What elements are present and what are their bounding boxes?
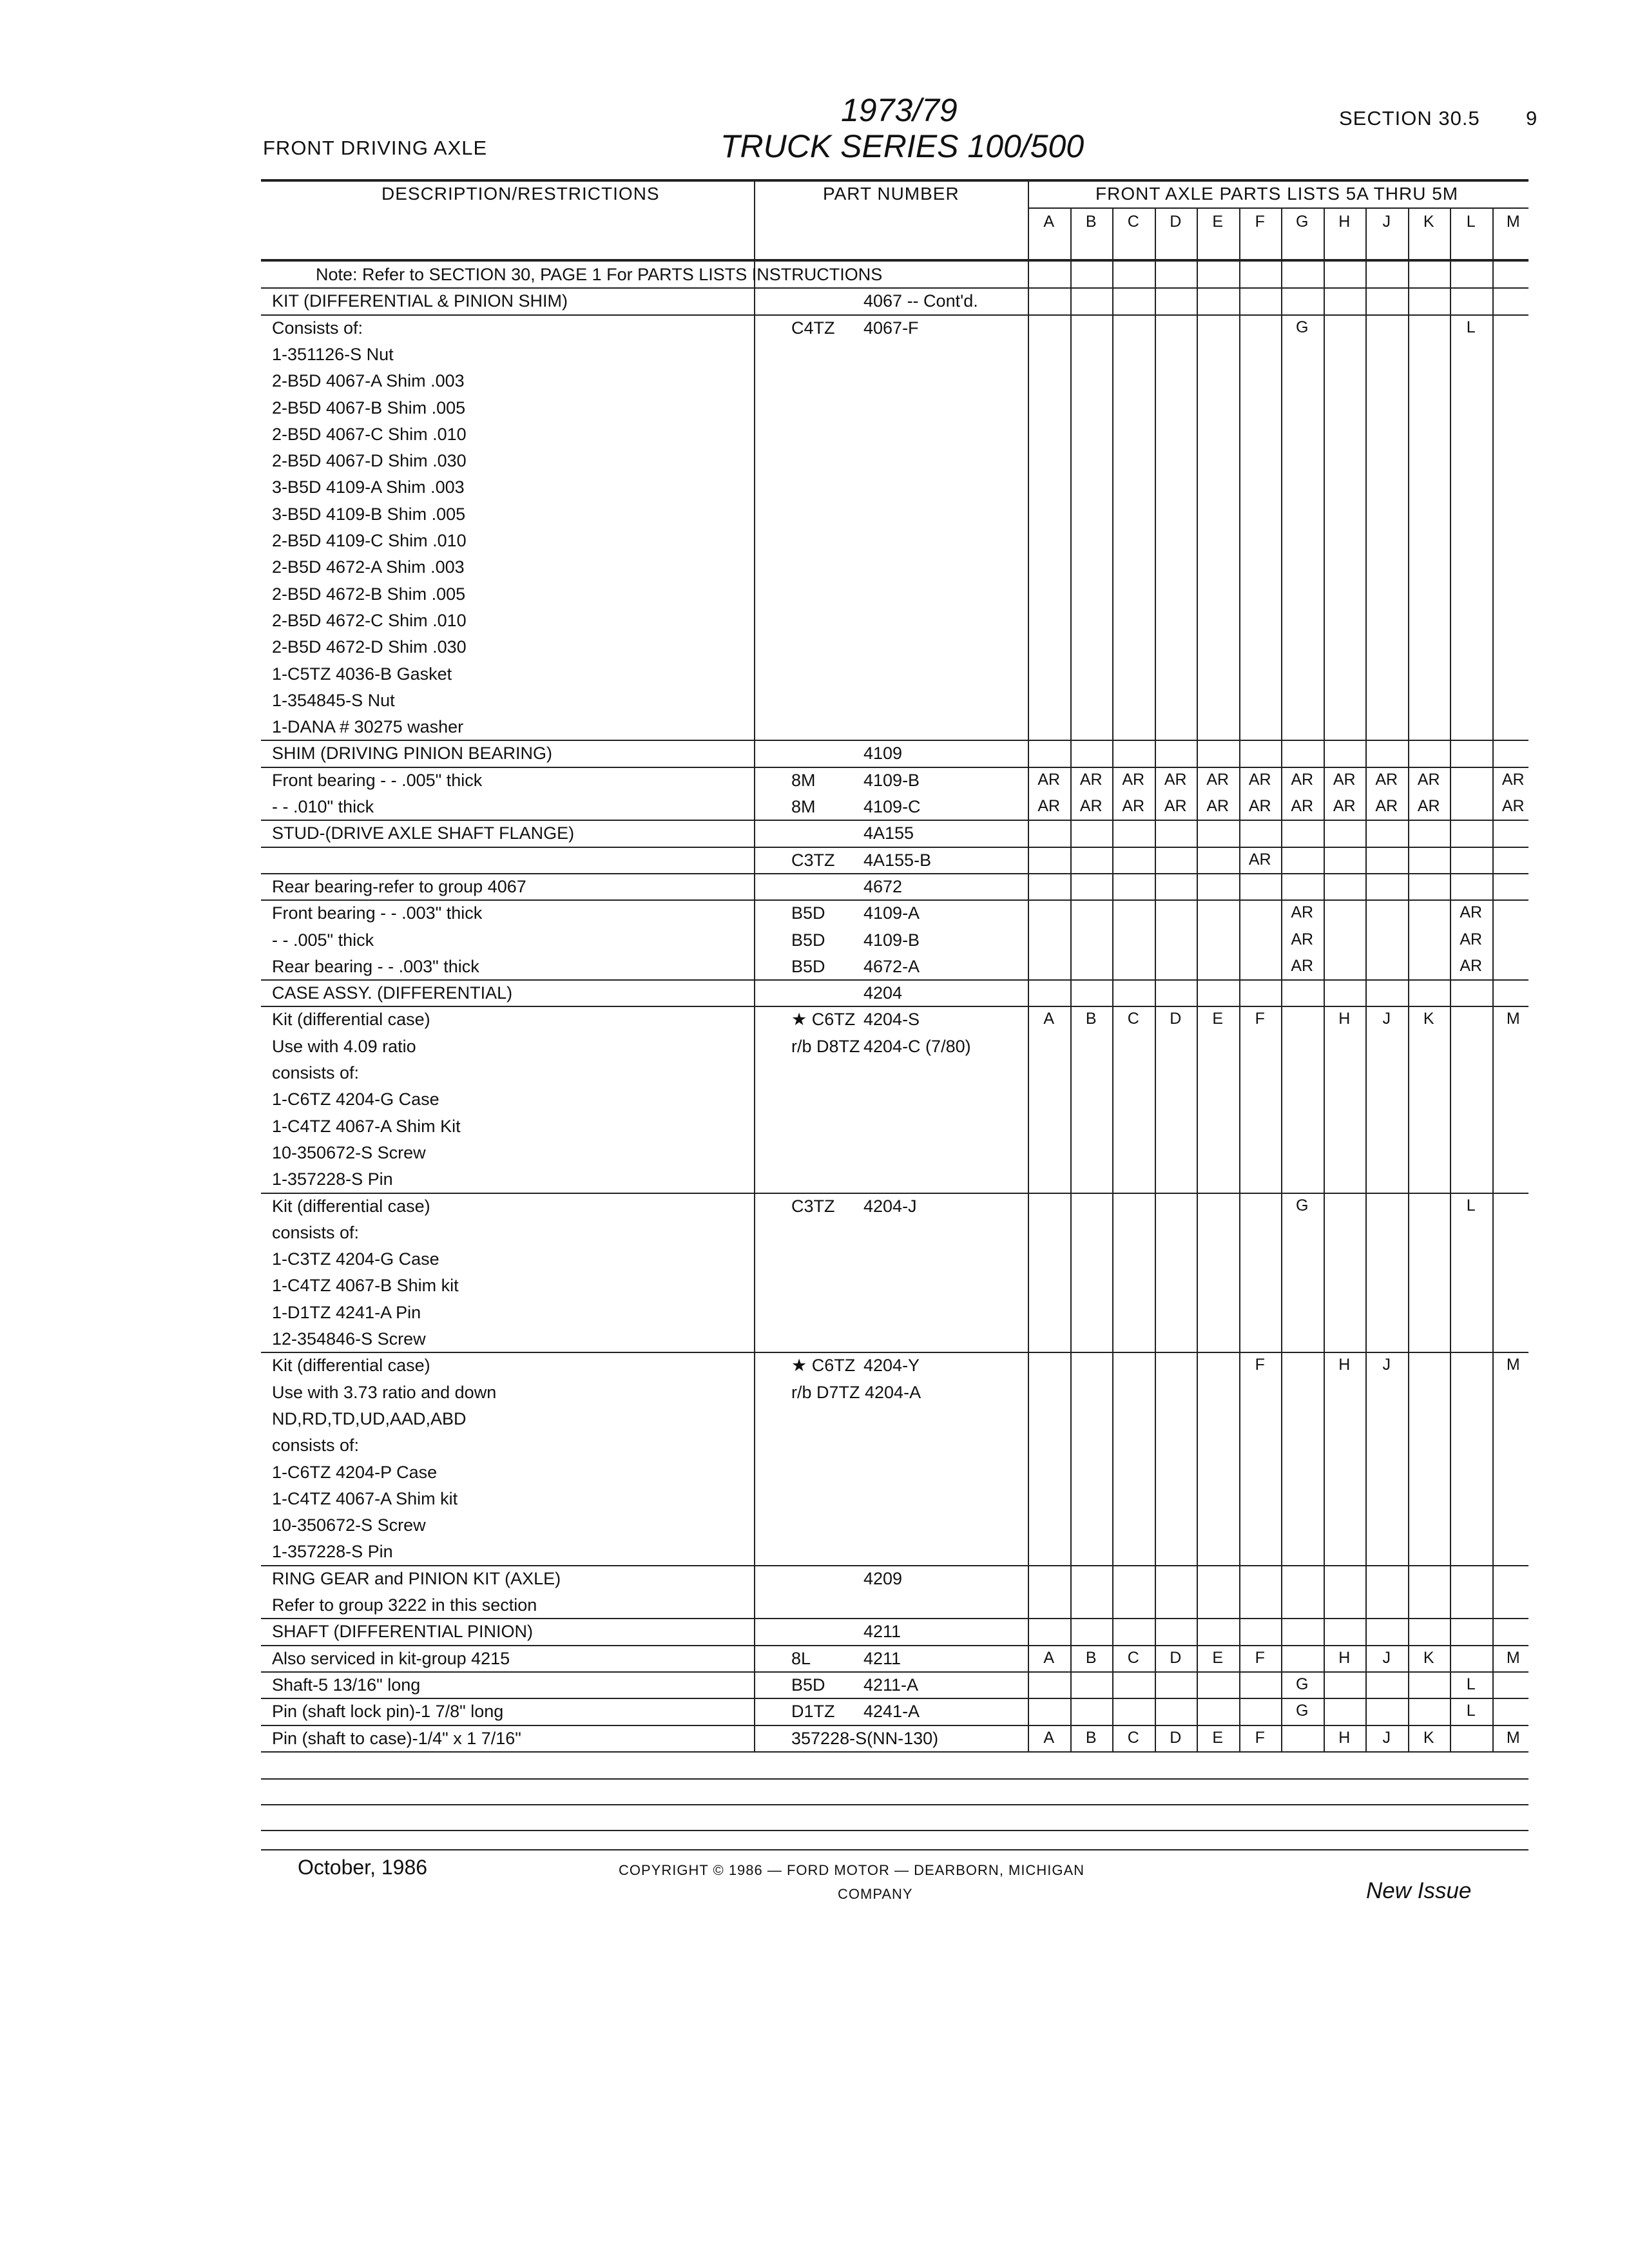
row-part-number: 4067-F [863, 318, 919, 338]
row-rule [261, 1698, 1528, 1699]
row-description: 1-D1TZ 4241-A Pin [272, 1302, 421, 1322]
row-part-prefix: r/b D7TZ 4204-A [791, 1382, 921, 1402]
applicability-k: AR [1417, 770, 1440, 789]
row-description: Kit (differential case) [272, 1010, 430, 1030]
row-rule [261, 820, 1528, 821]
row-part-number: 4211 [863, 1622, 901, 1642]
row-description: 1-351126-S Nut [272, 344, 394, 364]
row-description: Pin (shaft lock pin)-1 7/8" long [272, 1702, 504, 1722]
header-bottom-rule [261, 259, 1528, 262]
column-letter-l: L [1466, 213, 1476, 231]
row-part-prefix: C3TZ [791, 1196, 835, 1216]
row-rule [261, 1725, 1528, 1726]
row-description: consists of: [272, 1436, 360, 1456]
row-part-number: 4204-Y [863, 1356, 920, 1376]
applicability-d: D [1170, 1010, 1182, 1028]
row-part-prefix: r/b D8TZ [791, 1036, 860, 1056]
row-description: 1-C4TZ 4067-A Shim kit [272, 1488, 458, 1508]
row-part-prefix: 8L [791, 1648, 811, 1668]
column-letter-g: G [1296, 213, 1309, 231]
row-part-number: 4109-B [863, 770, 920, 790]
header-top-rule [261, 179, 1528, 182]
column-header-parts-lists: FRONT AXLE PARTS LISTS 5A THRU 5M [1095, 184, 1459, 204]
row-description: 3-B5D 4109-A Shim .003 [272, 477, 465, 497]
applicability-m: M [1506, 1648, 1520, 1667]
row-part-number: 4109 [863, 744, 903, 764]
applicability-b: B [1085, 1010, 1097, 1028]
row-description: 1-C4TZ 4067-B Shim kit [272, 1276, 459, 1296]
applicability-j: J [1382, 1356, 1391, 1374]
row-description: STUD-(DRIVE AXLE SHAFT FLANGE) [272, 823, 575, 843]
row-part-prefix: ★ C6TZ [791, 1356, 856, 1376]
header-lists-rule [1028, 207, 1528, 209]
applicability-e: E [1212, 1728, 1224, 1747]
bottom-rule [261, 1830, 1528, 1831]
row-description: 3-B5D 4109-B Shim .005 [272, 504, 466, 524]
row-description: 1-357228-S Pin [272, 1542, 393, 1562]
row-description: 1-C6TZ 4204-P Case [272, 1462, 438, 1482]
row-rule [261, 1645, 1528, 1646]
page-number: 9 [1526, 107, 1537, 130]
row-description: Also serviced in kit-group 4215 [272, 1648, 510, 1668]
applicability-d: AR [1164, 797, 1187, 815]
row-description: 2-B5D 4067-C Shim .010 [272, 424, 467, 444]
row-part-prefix: 8M [791, 770, 816, 790]
row-rule [261, 740, 1528, 741]
applicability-a: A [1043, 1648, 1055, 1667]
applicability-g: AR [1291, 903, 1314, 922]
applicability-f: AR [1248, 770, 1271, 789]
applicability-h: H [1338, 1648, 1351, 1667]
row-description: Rear bearing-refer to group 4067 [272, 876, 526, 896]
row-description: 2-B5D 4672-D Shim .030 [272, 637, 467, 657]
row-description: Shaft-5 13/16" long [272, 1675, 421, 1695]
applicability-k: AR [1417, 797, 1440, 815]
row-part-number: 4A155 [863, 823, 914, 843]
applicability-b: B [1085, 1648, 1097, 1667]
row-rule [261, 767, 1528, 768]
applicability-j: AR [1375, 797, 1398, 815]
applicability-c: C [1127, 1648, 1139, 1667]
row-description: 1-C5TZ 4036-B Gasket [272, 664, 452, 684]
applicability-m: M [1506, 1010, 1520, 1028]
column-letter-e: E [1212, 213, 1224, 231]
row-rule [261, 899, 1528, 901]
column-letter-d: D [1170, 213, 1182, 231]
row-description: consists of: [272, 1222, 360, 1242]
applicability-a: A [1043, 1728, 1055, 1747]
column-header-part-number: PART NUMBER [823, 184, 959, 204]
row-description: SHIM (DRIVING PINION BEARING) [272, 744, 553, 764]
column-letter-f: F [1255, 213, 1265, 231]
applicability-e: E [1212, 1648, 1224, 1667]
row-part-number: 4211-A [863, 1675, 919, 1695]
row-part-prefix: ★ C6TZ [791, 1010, 856, 1030]
row-description: Rear bearing - - .003" thick [272, 956, 479, 976]
row-rule [261, 1751, 1528, 1753]
applicability-c: AR [1122, 770, 1145, 789]
applicability-l: L [1466, 1702, 1476, 1720]
row-description: Pin (shaft to case)-1/4" x 1 7/16" [272, 1728, 521, 1748]
applicability-a: AR [1037, 770, 1061, 789]
applicability-m: AR [1501, 770, 1525, 789]
applicability-g: AR [1291, 930, 1314, 948]
row-part-prefix: B5D [791, 956, 825, 976]
row-description: 2-B5D 4672-B Shim .005 [272, 584, 466, 604]
applicability-d: D [1170, 1648, 1182, 1667]
row-part-prefix: C4TZ [791, 318, 835, 338]
applicability-h: H [1338, 1010, 1351, 1028]
applicability-h: AR [1333, 797, 1356, 815]
row-part-prefix: B5D [791, 930, 825, 950]
applicability-e: AR [1206, 770, 1229, 789]
applicability-e: E [1212, 1010, 1224, 1028]
applicability-h: H [1338, 1356, 1351, 1374]
row-description: 10-350672-S Screw [272, 1142, 426, 1162]
applicability-g: AR [1291, 956, 1314, 975]
applicability-j: J [1382, 1728, 1391, 1747]
row-description: 2-B5D 4067-B Shim .005 [272, 398, 466, 418]
row-part-number: 4241-A [863, 1702, 920, 1722]
applicability-g: AR [1291, 797, 1314, 815]
applicability-g: G [1296, 318, 1309, 336]
applicability-f: AR [1248, 850, 1271, 869]
row-part-prefix: 357228-S(NN-130) [791, 1728, 939, 1748]
row-description: 2-B5D 4672-A Shim .003 [272, 557, 465, 577]
issue-status: New Issue [1366, 1878, 1472, 1903]
applicability-f: F [1255, 1728, 1265, 1747]
applicability-f: AR [1248, 797, 1271, 815]
row-description: Front bearing - - .003" thick [272, 903, 483, 923]
applicability-l: L [1466, 1675, 1476, 1693]
applicability-j: J [1382, 1010, 1391, 1028]
row-part-number: 4672 [863, 876, 903, 896]
column-letter-k: K [1423, 213, 1434, 231]
row-rule [261, 847, 1528, 848]
applicability-j: AR [1375, 770, 1398, 789]
row-part-number: 4204 [863, 983, 903, 1003]
row-part-number: 4A155-B [863, 850, 932, 870]
applicability-c: C [1127, 1728, 1139, 1747]
row-part-prefix: D1TZ [791, 1702, 835, 1722]
applicability-l: L [1466, 1196, 1476, 1215]
row-description: 2-B5D 4067-D Shim .030 [272, 451, 467, 471]
column-letter-j: J [1382, 213, 1391, 231]
applicability-l: L [1466, 318, 1476, 336]
applicability-d: D [1170, 1728, 1182, 1747]
column-letter-m: M [1506, 213, 1520, 231]
copyright-company: COMPANY [838, 1886, 913, 1902]
row-description: Front bearing - - .005" thick [272, 770, 483, 790]
applicability-f: F [1255, 1010, 1265, 1028]
applicability-j: J [1382, 1648, 1391, 1667]
row-description: RING GEAR and PINION KIT (AXLE) [272, 1568, 561, 1588]
applicability-k: K [1423, 1728, 1434, 1747]
row-description: 2-B5D 4067-A Shim .003 [272, 371, 465, 391]
applicability-l: AR [1460, 930, 1483, 948]
row-rule [261, 1618, 1528, 1619]
row-part-prefix: B5D [791, 903, 825, 923]
column-header-description: DESCRIPTION/RESTRICTIONS [381, 184, 660, 204]
applicability-g: AR [1291, 770, 1314, 789]
row-part-number: 4067 -- Cont'd. [863, 291, 978, 311]
row-part-number: 4209 [863, 1568, 903, 1588]
row-part-number: 4109-B [863, 930, 920, 950]
applicability-g: G [1296, 1675, 1309, 1693]
row-part-prefix: 8M [791, 797, 816, 816]
applicability-m: M [1506, 1356, 1520, 1374]
row-description: - - .005" thick [272, 930, 374, 950]
row-description: 1-357228-S Pin [272, 1169, 393, 1189]
applicability-f: F [1255, 1648, 1265, 1667]
copyright-line: COPYRIGHT © 1986 — FORD MOTOR — DEARBORN, MICHIGAN [619, 1862, 1085, 1878]
applicability-e: AR [1206, 797, 1229, 815]
row-description: 1-354845-S Nut [272, 690, 395, 710]
column-letter-a: A [1043, 213, 1055, 231]
applicability-b: B [1085, 1728, 1097, 1747]
section-name: FRONT DRIVING AXLE [263, 137, 488, 159]
row-part-number: 4204-C (7/80) [863, 1036, 971, 1056]
row-rule [261, 1193, 1528, 1194]
row-description: 1-C6TZ 4204-G Case [272, 1090, 439, 1110]
section-number: SECTION 30.5 [1339, 107, 1480, 130]
row-rule [261, 1352, 1528, 1353]
column-rule-description [754, 179, 755, 1751]
bottom-rule [261, 1849, 1528, 1850]
row-part-number: 4109-C [863, 797, 921, 816]
applicability-d: AR [1164, 770, 1187, 789]
applicability-h: H [1338, 1728, 1351, 1747]
applicability-h: AR [1333, 770, 1356, 789]
column-letter-b: B [1085, 213, 1097, 231]
row-part-number: 4204-S [863, 1010, 920, 1030]
applicability-l: AR [1460, 903, 1483, 922]
row-description: Kit (differential case) [272, 1196, 430, 1216]
row-description: Kit (differential case) [272, 1356, 430, 1376]
column-letter-h: H [1338, 213, 1351, 231]
row-description: consists of: [272, 1063, 360, 1082]
applicability-m: M [1506, 1728, 1520, 1747]
row-description: 2-B5D 4109-C Shim .010 [272, 531, 467, 550]
applicability-k: K [1423, 1010, 1434, 1028]
row-description: 1-C3TZ 4204-G Case [272, 1249, 439, 1269]
row-rule [261, 287, 1528, 289]
row-part-number: 4109-A [863, 903, 920, 923]
row-description: ND,RD,TD,UD,AAD,ABD [272, 1408, 467, 1428]
row-description: 1-C4TZ 4067-A Shim Kit [272, 1116, 461, 1136]
applicability-g: G [1296, 1196, 1309, 1215]
row-rule [261, 314, 1528, 316]
column-letter-c: C [1127, 213, 1139, 231]
row-description: 2-B5D 4672-C Shim .010 [272, 610, 467, 630]
bottom-rule [261, 1778, 1528, 1780]
row-part-number: 4204-J [863, 1196, 917, 1216]
applicability-a: A [1043, 1010, 1055, 1028]
row-description: 12-354846-S Screw [272, 1329, 426, 1349]
applicability-f: F [1255, 1356, 1265, 1374]
row-description: Use with 4.09 ratio [272, 1036, 416, 1056]
applicability-l: AR [1460, 956, 1483, 975]
row-part-prefix: C3TZ [791, 850, 835, 870]
model-years: 1973/79 [841, 92, 958, 128]
applicability-g: G [1296, 1702, 1309, 1720]
row-rule [261, 979, 1528, 981]
row-description: Refer to group 3222 in this section [272, 1595, 537, 1615]
applicability-m: AR [1501, 797, 1525, 815]
row-description: Consists of: [272, 318, 363, 338]
row-description: CASE ASSY. (DIFFERENTIAL) [272, 983, 513, 1003]
applicability-k: K [1423, 1648, 1434, 1667]
row-description: 10-350672-S Screw [272, 1515, 426, 1535]
page-title: TRUCK SERIES 100/500 [720, 128, 1084, 164]
row-rule [261, 1671, 1528, 1673]
row-part-number: 4672-A [863, 956, 920, 976]
applicability-a: AR [1037, 797, 1061, 815]
applicability-b: AR [1079, 770, 1103, 789]
note-text: Note: Refer to SECTION 30, PAGE 1 For PARTS LISTS INSTRUCTIONS [316, 265, 883, 284]
row-part-number: 4211 [863, 1648, 901, 1668]
row-rule [261, 1006, 1528, 1007]
row-rule [261, 873, 1528, 874]
row-description: Use with 3.73 ratio and down [272, 1382, 497, 1402]
applicability-b: AR [1079, 797, 1103, 815]
row-description: SHAFT (DIFFERENTIAL PINION) [272, 1622, 534, 1642]
row-description: - - .010" thick [272, 797, 374, 816]
row-description: KIT (DIFFERENTIAL & PINION SHIM) [272, 291, 568, 311]
bottom-rule [261, 1804, 1528, 1805]
row-part-prefix: B5D [791, 1675, 825, 1695]
applicability-c: C [1127, 1010, 1139, 1028]
column-rule-part-number [1028, 179, 1029, 1751]
row-description: 1-DANA # 30275 washer [272, 717, 464, 737]
applicability-c: AR [1122, 797, 1145, 815]
row-rule [261, 1565, 1528, 1566]
issue-date: October, 1986 [298, 1856, 428, 1879]
